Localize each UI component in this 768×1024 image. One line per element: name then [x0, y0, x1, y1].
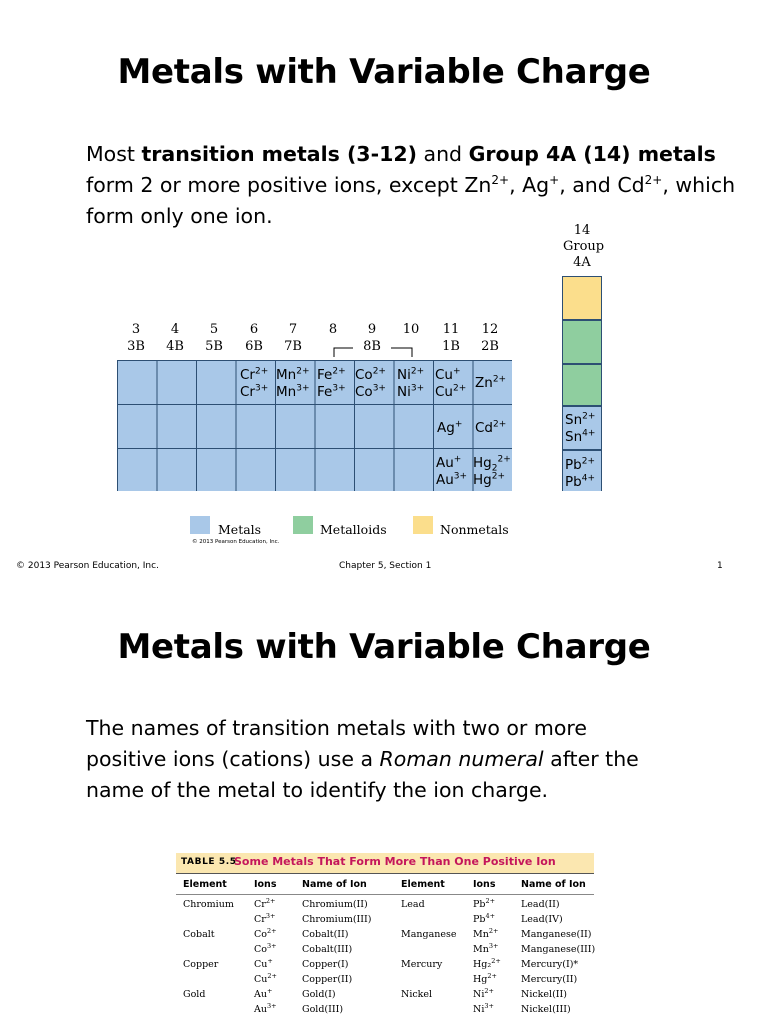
table-element-name: Mercury [401, 959, 443, 970]
ion-copper: Cu+ $Cu^{2+}$ [435, 366, 467, 400]
text-run: form 2 or more positive ions, except Zn [86, 173, 492, 197]
group-number: 7 [288, 322, 298, 337]
group-14-cell-germanium-metalloid [562, 364, 602, 406]
table-ion-name: Cobalt(II) [302, 929, 349, 940]
footer-page-number: 1 [717, 561, 723, 571]
legend-metals-label: Metals [218, 522, 262, 537]
legend-swatch-metals [190, 516, 210, 534]
charge-sup: + [549, 173, 560, 188]
column-header: Element [183, 879, 227, 890]
group-number: 9 [367, 322, 377, 337]
group-14-label: Group [563, 239, 605, 254]
table-ion-name: Gold(I) [302, 989, 336, 1000]
table-ion: Hg₂$^{2+}$ [473, 956, 501, 970]
group-14-number: 14 [573, 223, 591, 238]
ion-chromium: $Cr^{2+}$ $Cr^{3+}$ [240, 366, 269, 400]
group-label: 5B [205, 339, 223, 354]
column-header: Ions [254, 879, 277, 890]
table-element-name: Manganese [401, 929, 457, 940]
table-ion: $Mn^{2+}$ [473, 926, 499, 940]
table-rule [176, 873, 594, 874]
table-number: TABLE 5.5 [181, 857, 237, 867]
slide-2-title: Metals with Variable Charge [117, 627, 651, 667]
table-ion: $Hg^{2+}$ [473, 971, 497, 985]
table-element-name: Lead [401, 899, 425, 910]
text-run: Most [86, 142, 142, 166]
table-ion: $Pb^{4+}$ [473, 911, 496, 925]
italic-run-roman-numeral: Roman numeral [379, 747, 544, 771]
slide-2-body-text [86, 713, 656, 806]
ion-cobalt: $Co^{2+}$ $Co^{3+}$ [355, 366, 386, 400]
text-run: , Ag [509, 173, 550, 197]
table-ion: $Co^{3+}$ [254, 941, 277, 955]
table-ion: Au+ [254, 986, 273, 1000]
group-label: 7B [284, 339, 302, 354]
group-number: 10 [402, 322, 420, 337]
ion-manganese: $Mn^{2+}$ $Mn^{3+}$ [276, 366, 310, 400]
group-14-cell-carbon-nonmetal [562, 276, 602, 320]
table-ion-name: Copper(I) [302, 959, 349, 970]
column-header: Name of Ion [521, 879, 586, 890]
column-header: Name of Ion [302, 879, 367, 890]
ion-cadmium: $Cd^{2+}$ [475, 419, 507, 436]
group-label: 2B [481, 339, 499, 354]
ion-lead: $Pb^{2+}$ $Pb^{4+}$ [565, 456, 595, 490]
table-ion: $Cr^{2+}$ [254, 896, 276, 910]
text-run: , which form only one ion. [86, 173, 736, 228]
group-label: 4B [166, 339, 184, 354]
column-header: Ions [473, 879, 496, 890]
table-element-name: Cobalt [183, 929, 215, 940]
table-element-name: Copper [183, 959, 219, 970]
charge-sup: 2+ [491, 173, 510, 188]
footer-chapter: Chapter 5, Section 1 [339, 561, 432, 571]
group-label-8b: 8B [353, 339, 391, 354]
table-caption-bar [176, 853, 594, 873]
legend-metalloids-label: Metalloids [320, 522, 387, 537]
legend-nonmetals-label: Nonmetals [440, 522, 509, 537]
text-run: and [416, 142, 469, 166]
text-run: after the name of the metal to identify the ion charge. [86, 747, 639, 802]
table-ion-name: Lead(IV) [521, 914, 563, 925]
column-header: Element [401, 879, 445, 890]
charge-sup: 2+ [644, 173, 663, 188]
table-ion-name: Nickel(II) [521, 989, 568, 1000]
table-ion-name: Copper(II) [302, 974, 353, 985]
text-run: , and Cd [559, 173, 645, 197]
group-number: 5 [209, 322, 219, 337]
table-element-name: Nickel [401, 989, 433, 1000]
group-number: 3 [131, 322, 141, 337]
table-ion-name: Gold(III) [302, 1004, 344, 1015]
group-label: 3B [127, 339, 145, 354]
ion-iron: $Fe^{2+}$ $Fe^{3+}$ [317, 366, 346, 400]
ion-tin: $Sn^{2+}$ $Sn^{4+}$ [565, 411, 596, 445]
table-ion-name: Mercury(II) [521, 974, 578, 985]
slide-2 [0, 585, 768, 1024]
legend-swatch-nonmetals [413, 516, 433, 534]
group-label: 1B [442, 339, 460, 354]
table-element-name: Chromium [183, 899, 234, 910]
group-14-label-4a: 4A [573, 255, 591, 270]
legend-swatch-metalloids [293, 516, 313, 534]
metals-ions-table [176, 853, 596, 1015]
ion-mercury: $Hg_2^{2+}$ $Hg^{2+}$ [473, 454, 511, 488]
table-ion: $Co^{2+}$ [254, 926, 277, 940]
table-ion: $Au^{3+}$ [254, 1001, 277, 1015]
table-ion: $Cu^{2+}$ [254, 971, 277, 985]
ion-silver: Ag+ [437, 419, 463, 436]
table-ion: $Ni^{3+}$ [473, 1001, 494, 1015]
group-number: 6 [249, 322, 259, 337]
table-rule [176, 894, 594, 895]
table-ion-name: Mercury(I)* [521, 959, 579, 970]
group-14-cell-silicon-metalloid [562, 320, 602, 364]
table-ion-name: Lead(II) [521, 899, 560, 910]
group-label: 6B [245, 339, 263, 354]
table-ion-name: Chromium(III) [302, 914, 372, 925]
table-ion-name: Chromium(II) [302, 899, 368, 910]
table-ion: $Cr^{3+}$ [254, 911, 276, 925]
figure-copyright: © 2013 Pearson Education, Inc. [192, 539, 280, 545]
group-number: 4 [170, 322, 180, 337]
table-caption: Some Metals That Form More Than One Positive Ion [234, 855, 556, 868]
table-element-name: Gold [183, 989, 206, 1000]
ion-nickel: $Ni^{2+}$ $Ni^{3+}$ [397, 366, 425, 400]
table-ion-name: Cobalt(III) [302, 944, 353, 955]
bold-run-transition-metals: transition metals (3-12) [141, 142, 417, 166]
table-ion: $Ni^{2+}$ [473, 986, 494, 1000]
slide-1-title: Metals with Variable Charge [117, 52, 651, 92]
table-ion: $Mn^{3+}$ [473, 941, 499, 955]
table-ion-name: Manganese(III) [521, 944, 596, 955]
table-ion-name: Manganese(II) [521, 929, 592, 940]
table-ion: Cu+ [254, 956, 273, 970]
text-run: The names of transition metals with two or more positive ions (cations) use a [86, 716, 587, 771]
group-number: 8 [328, 322, 338, 337]
bold-run-group-4a: Group 4A (14) metals [468, 142, 716, 166]
ion-gold: Au+ $Au^{3+}$ [436, 454, 468, 488]
group-number: 12 [481, 322, 499, 337]
ion-zinc: $Zn^{2+}$ [475, 374, 507, 391]
group-number: 11 [442, 322, 460, 337]
table-ion: $Pb^{2+}$ [473, 896, 496, 910]
table-ion-name: Nickel(III) [521, 1004, 571, 1015]
footer-copyright: © 2013 Pearson Education, Inc. [16, 561, 159, 571]
